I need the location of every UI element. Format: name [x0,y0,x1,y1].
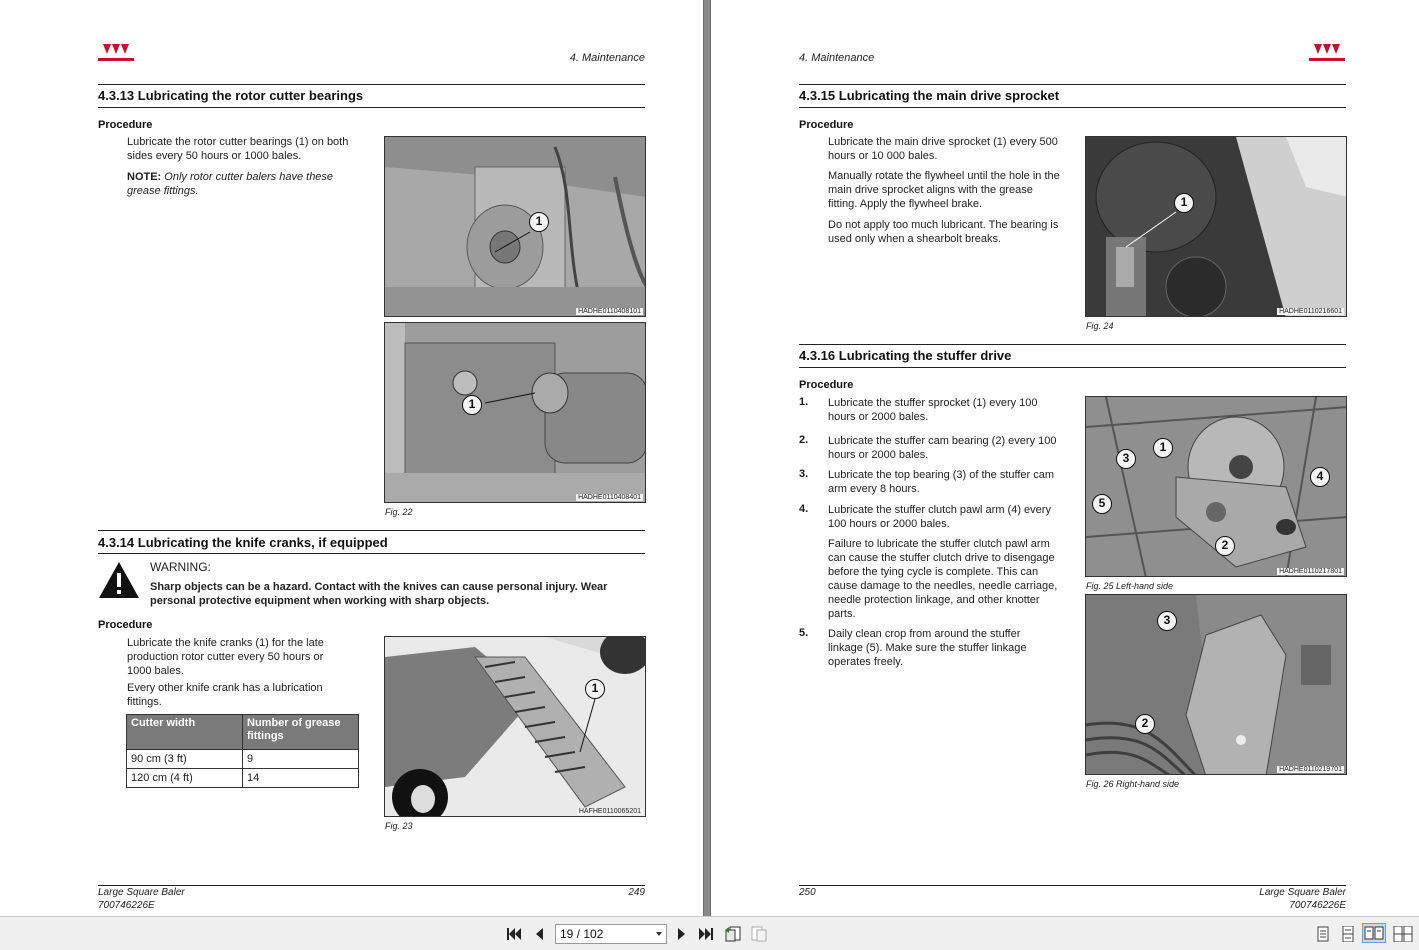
table-row [127,750,359,769]
footer-title: Large Square Baler [98,887,185,898]
divider [799,84,1346,85]
procedure-heading: Procedure [799,119,854,131]
paragraph: Lubricate the knife cranks (1) for the late production rotor cutter every 50 hours or 1000 bales. [127,637,324,677]
divider [98,84,645,85]
callout-3: 3 [1157,611,1177,631]
divider [98,553,645,554]
step-number: 2. [799,434,809,446]
callout-2: 2 [1135,714,1155,734]
figure-stuffer-right [1085,594,1347,775]
viewer-toolbar [0,916,1419,950]
paragraph: Every other knife crank has a lubrication fittings. [127,682,323,708]
table-header: Number of grease fittings [243,715,359,750]
continuous-facing-icon[interactable] [1392,925,1414,943]
procedure-heading: Procedure [799,379,854,391]
page-number-value: 19 / 102 [560,927,604,941]
divider [98,107,645,108]
figure-code: HADHE0110219701 [1279,766,1342,773]
paragraph: Failure to lubricate the stuffer clutch pawl arm can cause the stuffer clutch drive to disengage before the tying cycle is complete. This can cause damage to the needles, needle carriage, needle protection linkage, and other knotter parts. [828,538,1058,620]
divider [799,107,1346,108]
page-number: 249 [628,887,645,898]
note-text: Only rotor cutter balers have these grease fittings. [127,171,334,197]
divider [799,344,1346,345]
figure-rotor-bearing-side [384,322,646,503]
continuous-page-icon[interactable] [1339,925,1357,943]
figure-code: HADHE0110408401 [578,494,641,501]
callout-4: 4 [1310,467,1330,487]
figure-code: HADHE0110408101 [578,308,641,315]
page-250 [711,0,1419,916]
note-label: NOTE: [127,171,162,183]
paragraph: Lubricate the rotor cutter bearings (1) on both sides every 50 hours or 1000 bales. [127,136,349,162]
figure-knife-cranks [384,636,646,817]
next-page-icon[interactable] [673,925,691,943]
figure-caption: Fig. 22 [385,507,413,517]
warning-text: Sharp objects can be a hazard. Contact with the knives can cause personal injury. Wear personal protective equipment when working with sharp objects. [150,581,608,607]
figure-code: HAFHE0110065201 [578,808,641,815]
divider [98,530,645,531]
divider [98,885,645,886]
brand-logo [1309,42,1345,66]
section-title-4-3-13: 4.3.13 Lubricating the rotor cutter bearings [98,88,364,103]
table-cell: 9 [243,750,359,769]
previous-page-icon[interactable] [530,925,548,943]
step-text: Lubricate the stuffer clutch pawl arm (4) every 100 hours or 2000 bales. [828,504,1051,530]
figure-rotor-bearing-top [384,136,646,317]
grease-fittings-table [126,714,359,788]
paragraph: Manually rotate the flywheel until the hole in the main drive sprocket aligns with the grease fitting. Apply the flywheel brake. [828,170,1060,210]
chevron-down-icon[interactable] [656,932,662,936]
chapter-header: 4. Maintenance [799,52,875,64]
callout-1: 1 [585,679,605,699]
footer-title: Large Square Baler [1259,887,1346,898]
step-number: 1. [799,396,809,408]
callout-3: 3 [1116,449,1136,469]
previous-view-icon[interactable] [724,925,742,943]
section-title-4-3-15: 4.3.15 Lubricating the main drive sprocket [799,88,1060,103]
first-page-icon[interactable] [505,925,523,943]
page-249 [0,0,703,916]
figure-caption: Fig. 25 Left-hand side [1086,581,1174,591]
footer-code: 700746226E [98,900,155,911]
step-text: Lubricate the stuffer sprocket (1) every 100 hours or 2000 bales. [828,397,1038,423]
table-header: Cutter width [127,715,243,750]
warning-icon [98,561,140,599]
step-number: 4. [799,503,809,515]
step-text: Lubricate the stuffer cam bearing (2) every 100 hours or 2000 bales. [828,435,1057,461]
footer-code: 700746226E [1289,900,1346,911]
callout-1: 1 [462,395,482,415]
paragraph: Lubricate the main drive sprocket (1) every 500 hours or 10 000 bales. [828,136,1058,162]
step-number: 3. [799,468,809,480]
table-header-row [127,715,359,750]
figure-code: HADHE0110217801 [1279,568,1342,575]
figure-code: HADHE0110216601 [1279,308,1342,315]
figure-main-drive-sprocket [1085,136,1347,317]
figure-caption: Fig. 23 [385,821,413,831]
page-number: 250 [799,887,816,898]
step-text: Lubricate the top bearing (3) of the stuffer cam arm every 8 hours. [828,469,1055,495]
brand-logo [98,42,134,66]
paragraph: Do not apply too much lubricant. The bearing is used only when a shearbolt breaks. [828,219,1059,245]
page-number-input[interactable] [555,924,667,944]
section-title-4-3-16: 4.3.16 Lubricating the stuffer drive [799,348,1012,363]
table-cell: 120 cm (4 ft) [127,769,243,788]
page-gutter [703,0,711,916]
divider [799,885,1346,886]
callout-5: 5 [1092,494,1112,514]
last-page-icon[interactable] [697,925,715,943]
callout-1: 1 [529,212,549,232]
section-title-4-3-14: 4.3.14 Lubricating the knife cranks, if equipped [98,535,388,550]
callout-1: 1 [1174,193,1194,213]
figure-caption: Fig. 24 [1086,321,1114,331]
single-page-icon[interactable] [1314,925,1332,943]
step-text: Daily clean crop from around the stuffer linkage (5). Make sure the stuffer linkage operates freely. [828,628,1027,668]
warning-label: WARNING: [150,560,211,574]
table-row [127,769,359,788]
divider [799,367,1346,368]
step-number: 5. [799,627,809,639]
figure-stuffer-left [1085,396,1347,577]
table-cell: 14 [243,769,359,788]
facing-pages-icon[interactable] [1362,923,1386,943]
chapter-header: 4. Maintenance [569,52,645,64]
callout-1: 1 [1153,438,1173,458]
note [127,170,357,198]
figure-caption: Fig. 26 Right-hand side [1086,779,1180,789]
procedure-heading: Procedure [98,619,153,631]
callout-2: 2 [1215,536,1235,556]
table-cell: 90 cm (3 ft) [127,750,243,769]
next-view-icon[interactable] [750,925,768,943]
procedure-heading: Procedure [98,119,153,131]
